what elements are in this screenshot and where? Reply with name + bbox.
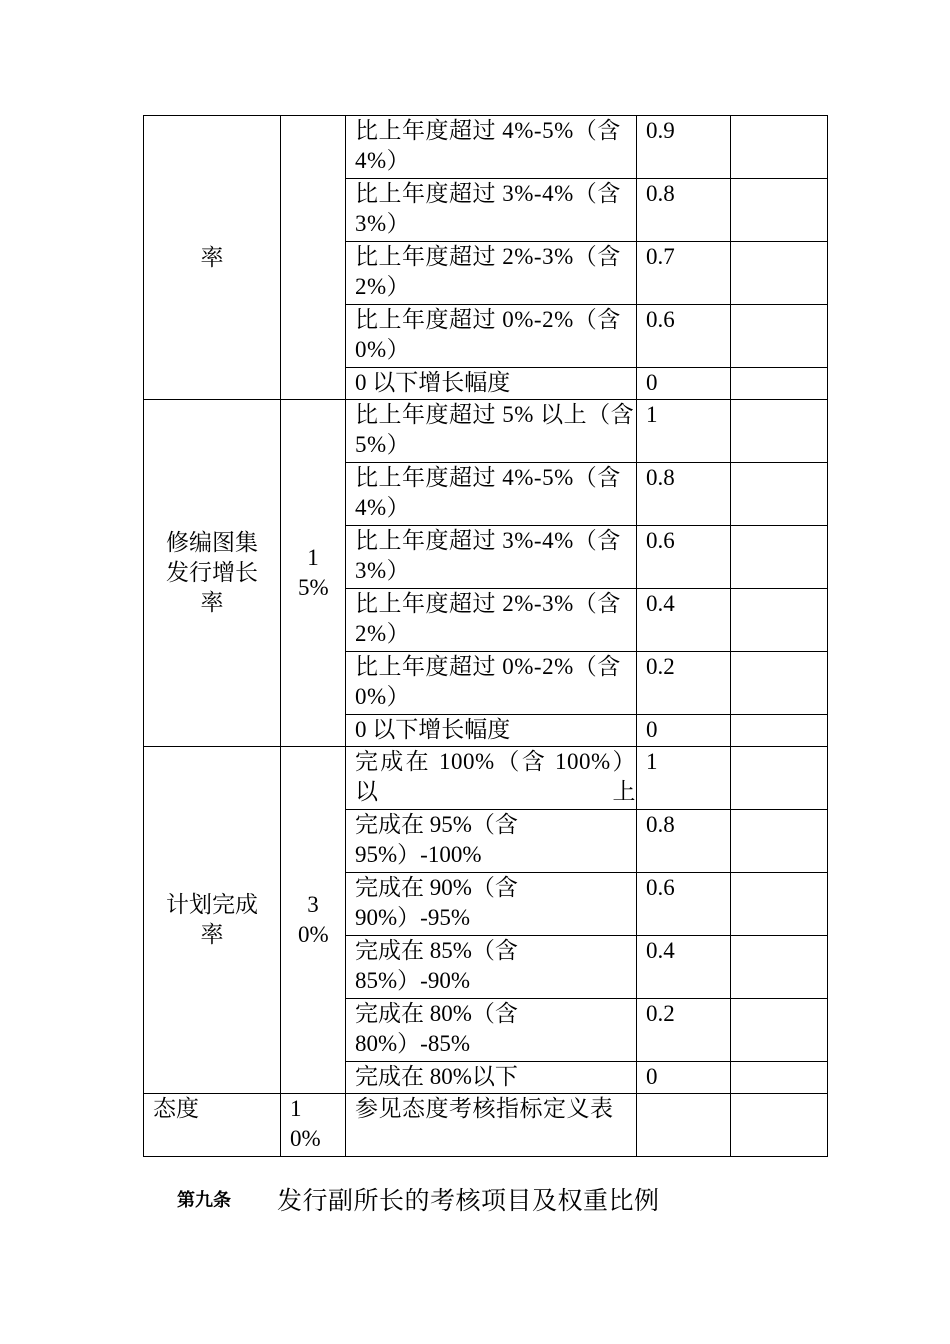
criterion-cell: 完成在 85%（含 85%）-90% [346, 936, 637, 999]
score-cell: 0.6 [637, 305, 731, 368]
weight-cell [281, 400, 346, 747]
score-cell: 0.2 [637, 999, 731, 1062]
result-cell [731, 526, 828, 589]
result-cell [731, 810, 828, 873]
criterion-cell: 参见态度考核指标定义表 [346, 1094, 637, 1157]
score-cell: 0.8 [637, 179, 731, 242]
weight-label: 15% [298, 545, 329, 600]
weight-label: 10% [290, 1096, 321, 1151]
criterion-cell: 完成在 100%（含 100%）以上 [346, 747, 637, 810]
criterion-cell: 比上年度超过 3%-4%（含 3%） [346, 526, 637, 589]
item-label: 修编图集发行增长率 [166, 530, 258, 615]
score-cell: 0.9 [637, 116, 731, 179]
criterion-cell: 0 以下增长幅度 [346, 715, 637, 747]
criterion-cell: 比上年度超过 0%-2%（含 0%） [346, 305, 637, 368]
assessment-table [143, 115, 828, 1157]
score-cell: 0.4 [637, 936, 731, 999]
item-cell: 率 [144, 116, 281, 400]
result-cell [731, 873, 828, 936]
score-cell: 0.8 [637, 463, 731, 526]
result-cell [731, 652, 828, 715]
item-cell [144, 747, 281, 1094]
score-cell: 0.4 [637, 589, 731, 652]
criterion-cell: 完成在 80%以下 [346, 1062, 637, 1094]
criterion-cell: 比上年度超过 4%-5%（含 4%） [346, 463, 637, 526]
table-row [144, 1094, 828, 1157]
result-cell [731, 242, 828, 305]
score-cell: 0.7 [637, 242, 731, 305]
result-cell [731, 116, 828, 179]
score-cell: 0 [637, 1062, 731, 1094]
score-cell [637, 1094, 731, 1157]
weight-cell [281, 1094, 346, 1157]
result-cell [731, 936, 828, 999]
result-cell [731, 305, 828, 368]
table-row [144, 116, 828, 179]
criterion-cell: 比上年度超过 4%-5%（含 4%） [346, 116, 637, 179]
result-cell [731, 400, 828, 463]
result-cell [731, 368, 828, 400]
score-cell: 0.6 [637, 873, 731, 936]
result-cell [731, 715, 828, 747]
criterion-cell: 比上年度超过 5% 以上（含 5%） [346, 400, 637, 463]
section-title: 发行副所长的考核项目及权重比例 [277, 1188, 660, 1215]
item-cell: 态度 [144, 1094, 281, 1157]
criterion-cell: 比上年度超过 2%-3%（含 2%） [346, 242, 637, 305]
criterion-cell: 完成在 90%（含 90%）-95% [346, 873, 637, 936]
score-cell: 0.6 [637, 526, 731, 589]
result-cell [731, 999, 828, 1062]
criterion-cell: 比上年度超过 0%-2%（含 0%） [346, 652, 637, 715]
result-cell [731, 179, 828, 242]
result-cell [731, 1062, 828, 1094]
score-cell: 1 [637, 400, 731, 463]
score-cell: 1 [637, 747, 731, 810]
article-number: 第九条 [177, 1190, 231, 1211]
score-cell: 0 [637, 715, 731, 747]
item-cell [144, 400, 281, 747]
weight-label: 30% [298, 892, 329, 947]
result-cell [731, 1094, 828, 1157]
criterion-cell: 完成在 80%（含 80%）-85% [346, 999, 637, 1062]
item-label: 计划完成率 [166, 892, 258, 947]
criterion-cell: 0 以下增长幅度 [346, 368, 637, 400]
weight-cell [281, 747, 346, 1094]
result-cell [731, 463, 828, 526]
table-row [144, 400, 828, 463]
result-cell [731, 747, 828, 810]
result-cell [731, 589, 828, 652]
score-cell: 0.8 [637, 810, 731, 873]
table-row [144, 747, 828, 810]
criterion-cell: 完成在 95%（含 95%）-100% [346, 810, 637, 873]
weight-cell [281, 116, 346, 400]
criterion-cell: 比上年度超过 2%-3%（含 2%） [346, 589, 637, 652]
score-cell: 0 [637, 368, 731, 400]
criterion-cell: 比上年度超过 3%-4%（含 3%） [346, 179, 637, 242]
score-cell: 0.2 [637, 652, 731, 715]
